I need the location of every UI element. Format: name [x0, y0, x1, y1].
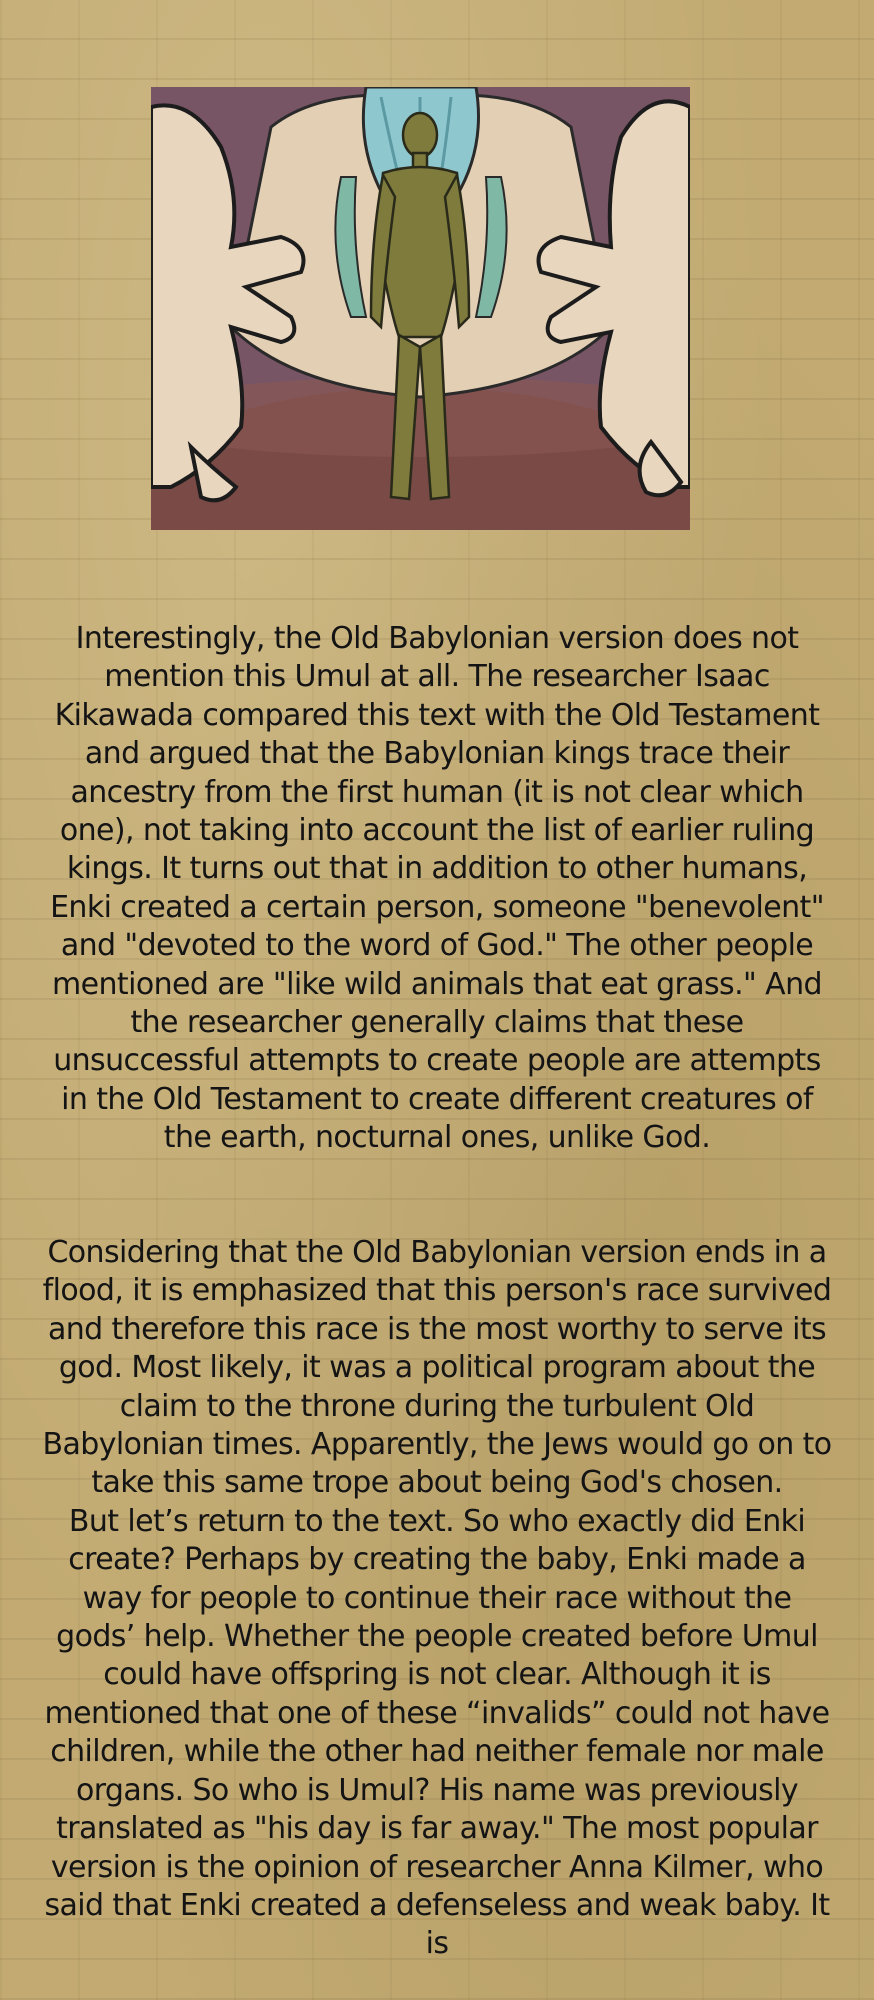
paragraph-old-babylonian-version: Interestingly, the Old Babylonian version does not mention this Umul at all. The researcher Isaac Kikawada compared this text with the Old Testament and argued that the Babylonian kings trace their ancestry from the first human (it is not clear which one), not taking into account the list of earlier ruling kings. It turns out that in addition to other humans, Enki created a certain person, someone "benevolent" and "devoted to the word of God." The other people mentioned are "like wild animals that eat grass." And the researcher generally claims that these unsuccessful attempts to create people are attempts in the Old Testament to create different creatures of the earth, nocturnal ones, unlike God.: [50, 621, 824, 1156]
paragraph-flood: Considering that the Old Babylonian version ends in a flood, it is emphasized that this person's race survived and therefore this race is the most worthy to serve its god. Most likely, it was a political program about the claim to the throne during the turbulent Old Babylonian times. Apparently, the Jews would go on to take this same trope about being God's chosen.: [42, 1235, 832, 1501]
creation-of-umul-illustration: [151, 87, 690, 530]
paragraph-who-is-umul: But let’s return to the text. So who exactly did Enki create? Perhaps by creating the baby, Enki made a way for people to continue their race without the gods’ help. Whether the people created before Umul could have offspring is not clear. Although it is mentioned that one of these “invalids” could not have children, while the other had neither female nor male organs. So who is Umul? His name was previously translated as "his day is far away." The most popular version is the opinion of researcher Anna Kilmer, who said that Enki created a defenseless and weak baby. It is: [44, 1503, 830, 1962]
paragraph-flood-and-umul: [40, 1234, 834, 1964]
